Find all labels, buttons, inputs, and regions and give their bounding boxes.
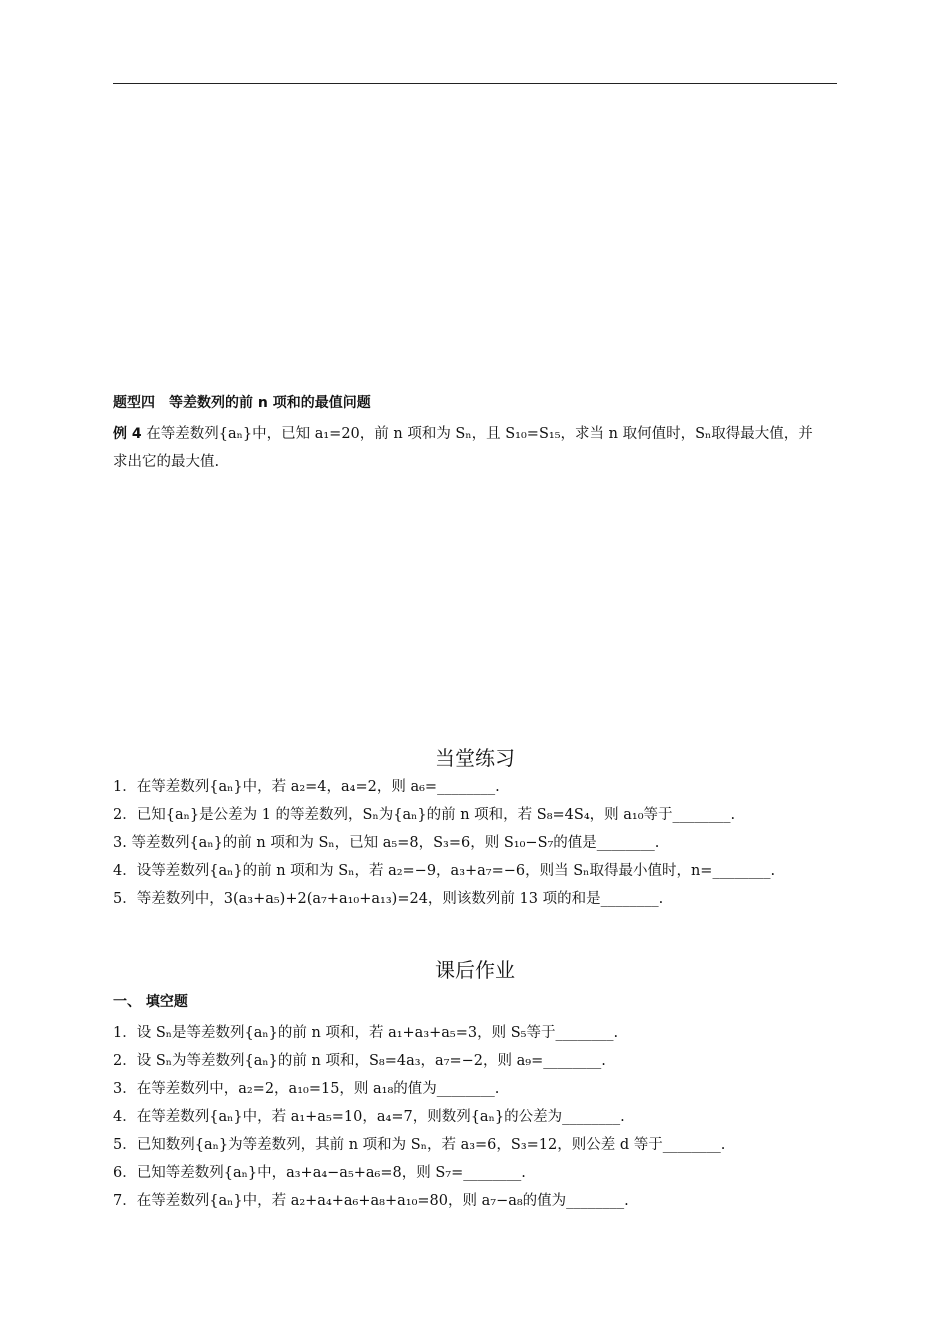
example-label: 例 4 xyxy=(113,426,142,442)
practice-item: 3. 等差数列{aₙ}的前 n 项和为 Sₙ，已知 a₅=8，S₃=6，则 S₁₀−S₇的值是________. xyxy=(113,835,660,851)
practice-title: 当堂练习 xyxy=(435,746,515,770)
homework-item: 4．在等差数列{aₙ}中，若 a₁+a₅=10，a₄=7，则数列{aₙ}的公差为________. xyxy=(113,1109,625,1125)
type-heading: 题型四 等差数列的前 n 项和的最值问题 xyxy=(113,395,371,411)
homework-item: 6．已知等差数列{aₙ}中，a₃+a₄−a₅+a₆=8，则 S₇=________. xyxy=(113,1165,526,1181)
practice-item: 1．在等差数列{aₙ}中，若 a₂=4，a₄=2，则 a₆=________. xyxy=(113,779,500,795)
homework-item: 1．设 Sₙ是等差数列{aₙ}的前 n 项和，若 a₁+a₃+a₅=3，则 S₅等于________. xyxy=(113,1025,619,1041)
header-rule xyxy=(113,83,837,84)
example-4-text: 在等差数列{aₙ}中，已知 a₁=20，前 n 项和为 Sₙ，且 S₁₀=S₁₅，求当 n 取何值时，Sₙ取得最大值，并 xyxy=(146,426,813,442)
homework-item: 3．在等差数列中，a₂=2，a₁₀=15，则 a₁₈的值为________. xyxy=(113,1081,500,1097)
homework-item: 5．已知数列{aₙ}为等差数列，其前 n 项和为 Sₙ，若 a₃=6，S₃=12，则公差 d 等于________. xyxy=(113,1137,726,1153)
homework-item: 2．设 Sₙ为等差数列{aₙ}的前 n 项和，S₈=4a₃，a₇=−2，则 a₉=________. xyxy=(113,1053,606,1069)
practice-item: 2．已知{aₙ}是公差为 1 的等差数列，Sₙ为{aₙ}的前 n 项和，若 S₈=4S₄，则 a₁₀等于________. xyxy=(113,807,736,823)
example-4-line-1 xyxy=(113,424,813,444)
section-heading: 一、 填空题 xyxy=(113,994,188,1010)
homework-item: 7．在等差数列{aₙ}中，若 a₂+a₄+a₆+a₈+a₁₀=80，则 a₇−a₈的值为________. xyxy=(113,1193,629,1209)
homework-title: 课后作业 xyxy=(435,958,515,982)
example-4-line-2: 求出它的最大值. xyxy=(113,454,220,470)
practice-item: 5．等差数列中，3(a₃+a₅)+2(a₇+a₁₀+a₁₃)=24，则该数列前 13 项的和是________. xyxy=(113,891,664,907)
practice-item: 4．设等差数列{aₙ}的前 n 项和为 Sₙ，若 a₂=−9，a₃+a₇=−6，则当 Sₙ取得最小值时，n=________. xyxy=(113,863,776,879)
